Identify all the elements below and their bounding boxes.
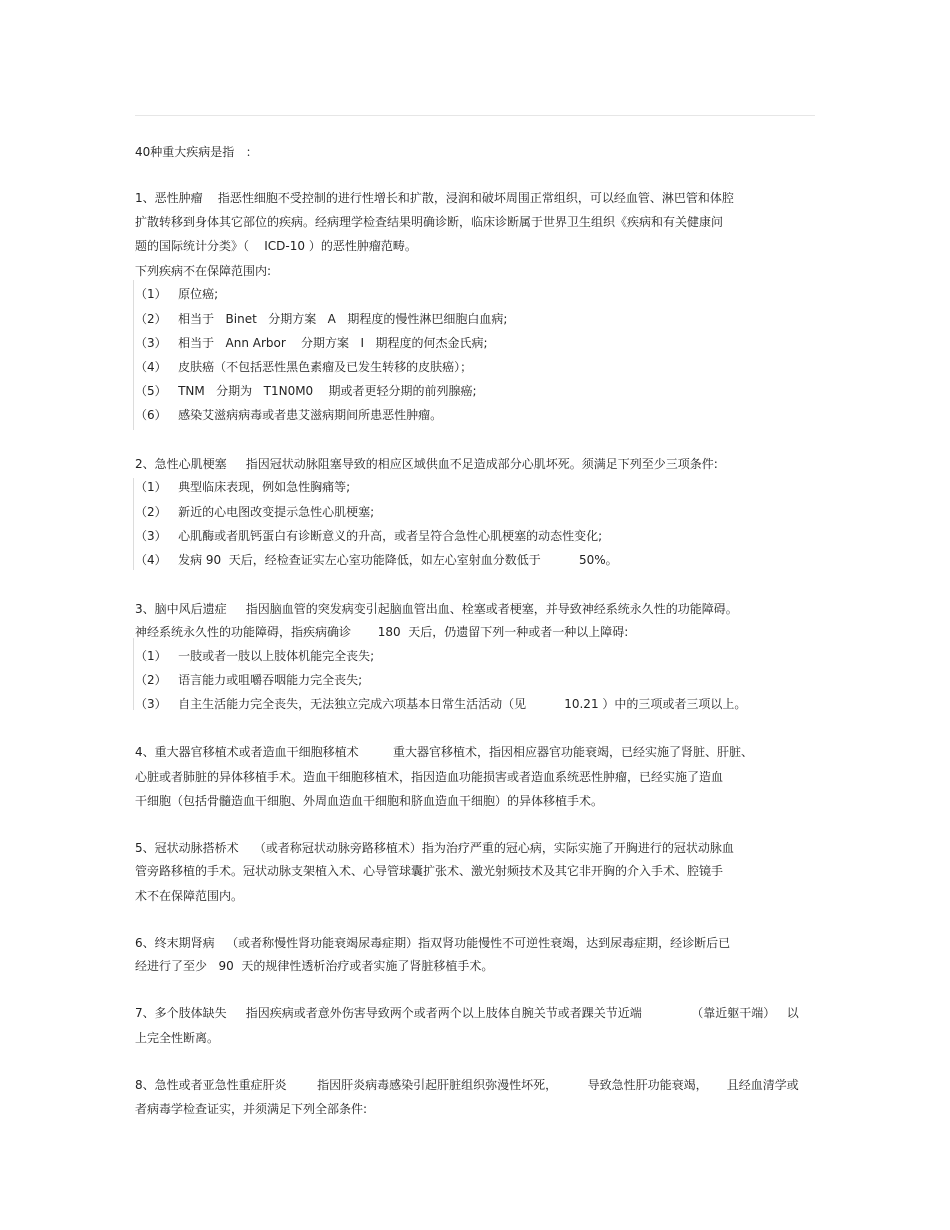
doc-title: 40种重大疾病是指 ： <box>135 145 258 159</box>
list-item: （2） 新近的心电图改变提示急性心肌梗塞; <box>135 505 375 519</box>
list-item: （1） 原位癌; <box>135 287 219 301</box>
paragraph-line: 神经系统永久性的功能障碍，指疾病确诊 180 天后，仍遗留下列一种或者一种以上障碍: <box>135 625 629 639</box>
section-7-heading: 7、多个肢体缺失 指因疾病或者意外伤害导致两个或者两个以上肢体自腕关节或者踝关节近端 （靠近躯干端） 以 <box>135 1006 799 1020</box>
list-item: （4） 发病 90 天后，经检查证实左心室功能降低，如左心室射血分数低于 50%。 <box>135 553 618 567</box>
list-item: （3） 相当于 Ann Arbor 分期方案 I 期程度的何杰金氏病; <box>135 336 488 350</box>
paragraph-line: 心脏或者肺脏的异体移植手术。造血干细胞移植术，指因造血功能损害或者造血系统恶性肿瘤，已经实施了造血 <box>135 770 724 784</box>
section-3-heading: 3、脑中风后遗症 指因脑血管的突发病变引起脑血管出血、栓塞或者梗塞，并导致神经系统永久性的功能障碍。 <box>135 602 738 616</box>
paragraph-line: 经进行了至少 90 天的规律性透析治疗或者实施了肾脏移植手术。 <box>135 959 494 973</box>
paragraph-line: 术不在保障范围内。 <box>135 889 244 903</box>
paragraph-line: 管旁路移植的手术。冠状动脉支架植入术、心导管球囊扩张术、激光射频技术及其它非开胸的介入手术、腔镜手 <box>135 864 724 878</box>
margin-bar <box>133 280 134 430</box>
section-8-heading: 8、急性或者亚急性重症肝炎 指因肝炎病毒感染引起肝脏组织弥漫性坏死， 导致急性肝功能衰竭， 且经血清学或 <box>135 1078 799 1092</box>
list-item: （4） 皮肤癌（不包括恶性黑色素瘤及已发生转移的皮肤癌）； <box>135 360 473 374</box>
list-item: （5） TNM 分期为 T1N0M0 期或者更轻分期的前列腺癌; <box>135 384 477 398</box>
section-1-heading: 1、恶性肿瘤 指恶性细胞不受控制的进行性增长和扩散，浸润和破坏周围正常组织，可以经血管、淋巴管和体腔 <box>135 191 734 205</box>
list-item: （6） 感染艾滋病病毒或者患艾滋病期间所患恶性肿瘤。 <box>135 408 443 422</box>
list-item: （2） 语言能力或咀嚼吞咽能力完全丧失; <box>135 673 363 687</box>
list-item: （1） 一肢或者一肢以上肢体机能完全丧失; <box>135 649 375 663</box>
section-6-heading: 6、终末期肾病 （或者称慢性肾功能衰竭尿毒症期）指双肾功能慢性不可逆性衰竭，达到尿毒症期，经诊断后已 <box>135 936 731 950</box>
section-4-heading: 4、重大器官移植术或者造血干细胞移植术 重大器官移植术，指因相应器官功能衰竭，已经实施了肾脏、肝脏、 <box>135 745 753 759</box>
header-rule <box>135 115 815 116</box>
margin-bar <box>133 638 134 710</box>
paragraph-line: 干细胞（包括骨髓造血干细胞、外周血造血干细胞和脐血造血干细胞）的异体移植手术。 <box>135 794 604 808</box>
list-item: （3） 心肌酶或者肌钙蛋白有诊断意义的升高，或者呈符合急性心肌梗塞的动态性变化; <box>135 529 603 543</box>
list-item: （3） 自主生活能力完全丧失，无法独立完成六项基本日常生活活动（见 10.21 ）中的三项或者三项以上。 <box>135 697 747 711</box>
margin-bar <box>133 478 134 570</box>
list-item: （2） 相当于 Binet 分期方案 A 期程度的慢性淋巴细胞白血病; <box>135 312 508 326</box>
paragraph-line: 扩散转移到身体其它部位的疾病。经病理学检查结果明确诊断，临床诊断属于世界卫生组织《疾病和有关健康问 <box>135 215 724 229</box>
paragraph-line: 者病毒学检查证实，并须满足下列全部条件: <box>135 1102 368 1116</box>
paragraph-line: 题的国际统计分类》（ ICD-10 ）的恶性肿瘤范畴。 <box>135 239 417 253</box>
section-5-heading: 5、冠状动脉搭桥术 （或者称冠状动脉旁路移植术）指为治疗严重的冠心病，实际实施了开胸进行的冠状动脉血 <box>135 841 734 855</box>
list-item: （1） 典型临床表现，例如急性胸痛等; <box>135 480 351 494</box>
paragraph-line: 下列疾病不在保障范围内: <box>135 264 272 278</box>
section-2-heading: 2、急性心肌梗塞 指因冠状动脉阻塞导致的相应区域供血不足造成部分心肌坏死。须满足下列至少三项条件: <box>135 457 718 471</box>
paragraph-line: 上完全性断离。 <box>135 1031 220 1045</box>
